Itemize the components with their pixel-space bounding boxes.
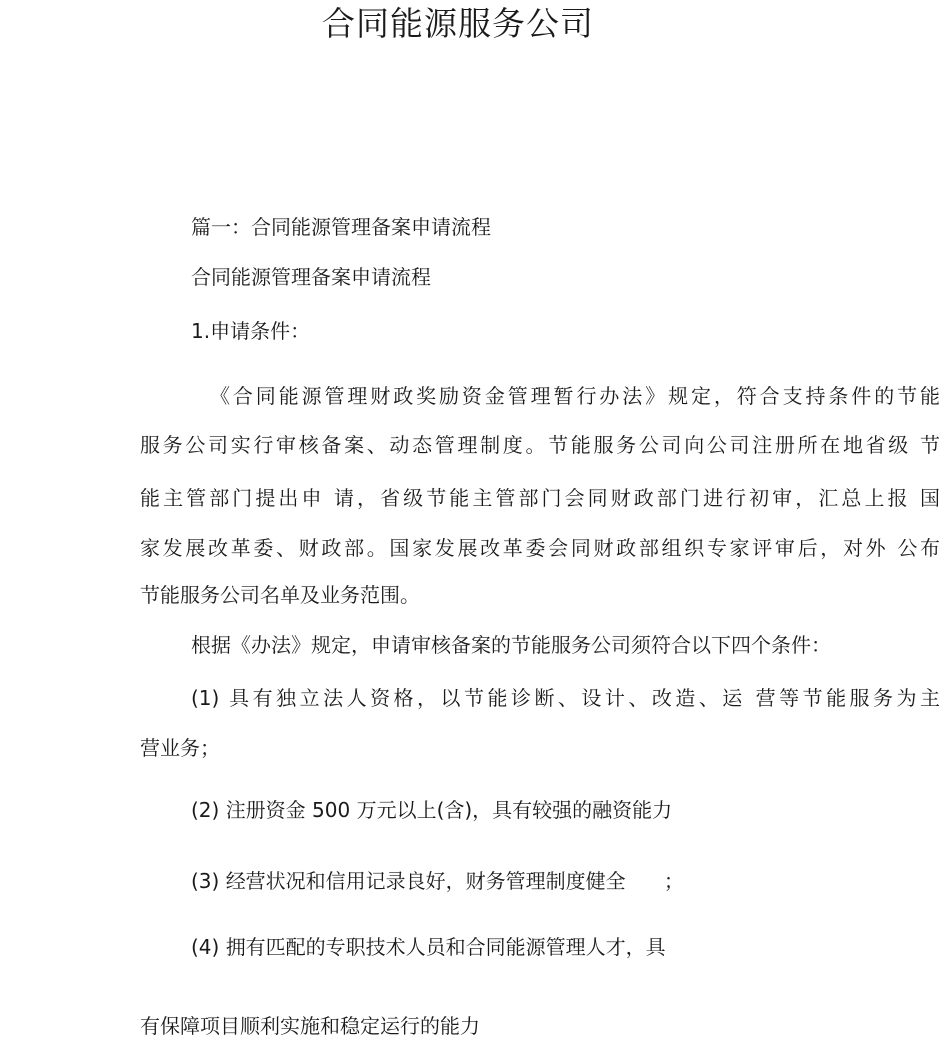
document-title: 合同能源服务公司 (322, 4, 594, 43)
paragraph-line: 节能服务公司名单及业务范围。 (140, 583, 420, 607)
condition-item: (4) 拥有匹配的专职技术人员和合同能源管理人才，具 (191, 935, 666, 959)
condition-item-continuation: 有保障项目顺利实施和稳定运行的能力 (140, 1014, 480, 1038)
paragraph-intro: 根据《办法》规定，申请审核备案的节能服务公司须符合以下四个条件： (191, 633, 831, 657)
paragraph-line: 能主管部门提出申 请，省级节能主管部门会同财政部门进行初审，汇总上报 国 (140, 486, 940, 510)
document-subtitle: 合同能源管理备案申请流程 (191, 265, 431, 289)
paragraph-line: 《合同能源管理财政奖励资金管理暂行办法》规定，符合支持条件的节能 (210, 384, 940, 408)
condition-item: (1) 具有独立法人资格，以节能诊断、设计、改造、运 营等节能服务为主 (191, 686, 940, 710)
condition-item: (2) 注册资金 500 万元以上(含)，具有较强的融资能力 (191, 798, 673, 822)
section-heading: 篇一：合同能源管理备案申请流程 (191, 215, 491, 239)
paragraph-line: 服务公司实行审核备案、动态管理制度。节能服务公司向公司注册所在地省级 节 (140, 433, 940, 457)
paragraph-line: 家发展改革委、财政部。国家发展改革委会同财政部组织专家评审后，对外 公布 (140, 536, 940, 560)
condition-item-continuation: 营业务； (140, 736, 220, 760)
item-heading: 1.申请条件： (191, 319, 311, 343)
condition-item: (3) 经营状况和信用记录良好，财务管理制度健全 ； (191, 869, 684, 893)
